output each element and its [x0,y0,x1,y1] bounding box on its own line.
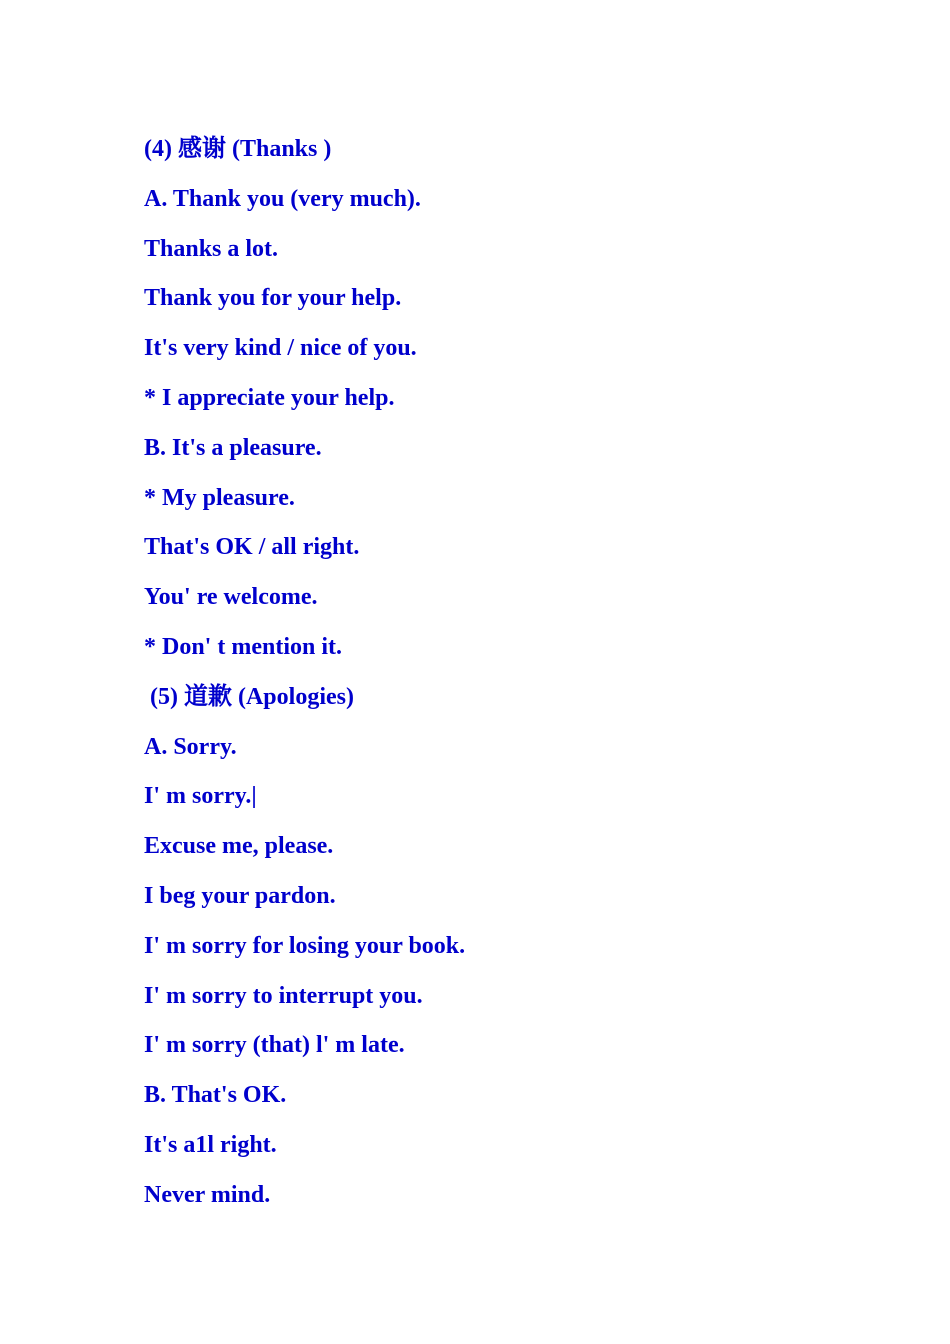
text-line: A. Sorry. [144,733,237,760]
text-line: * Don' t mention it. [144,633,342,660]
text-line: It's a1l right. [144,1131,277,1158]
text-line: That's OK / all right. [144,534,360,561]
text-line: You' re welcome. [144,584,318,611]
text-line: It's very kind / nice of you. [144,335,417,362]
text-line: Excuse me, please. [144,833,334,860]
section-heading-apologies: (5) 道歉 (Apologies) [150,683,354,710]
text-line: I' m sorry.| [144,783,257,810]
text-line: I' m sorry for losing your book. [144,932,466,959]
text-line: B. That's OK. [144,1082,287,1109]
text-line: * I appreciate your help. [144,384,395,411]
text-line: Never mind. [144,1181,271,1208]
section-heading-thanks: (4) 感谢 (Thanks ) [144,136,332,162]
text-line: * My pleasure. [144,484,295,511]
text-line: Thanks a lot. [144,235,279,262]
text-line: A. Thank you (very much). [144,185,421,212]
text-line: I beg your pardon. [144,882,336,909]
text-line: I' m sorry (that) l' m late. [144,1032,405,1059]
text-line: I' m sorry to interrupt you. [144,982,423,1009]
text-line: Thank you for your help. [144,285,402,312]
document-body [144,131,844,1227]
text-line: B. It's a pleasure. [144,434,322,461]
